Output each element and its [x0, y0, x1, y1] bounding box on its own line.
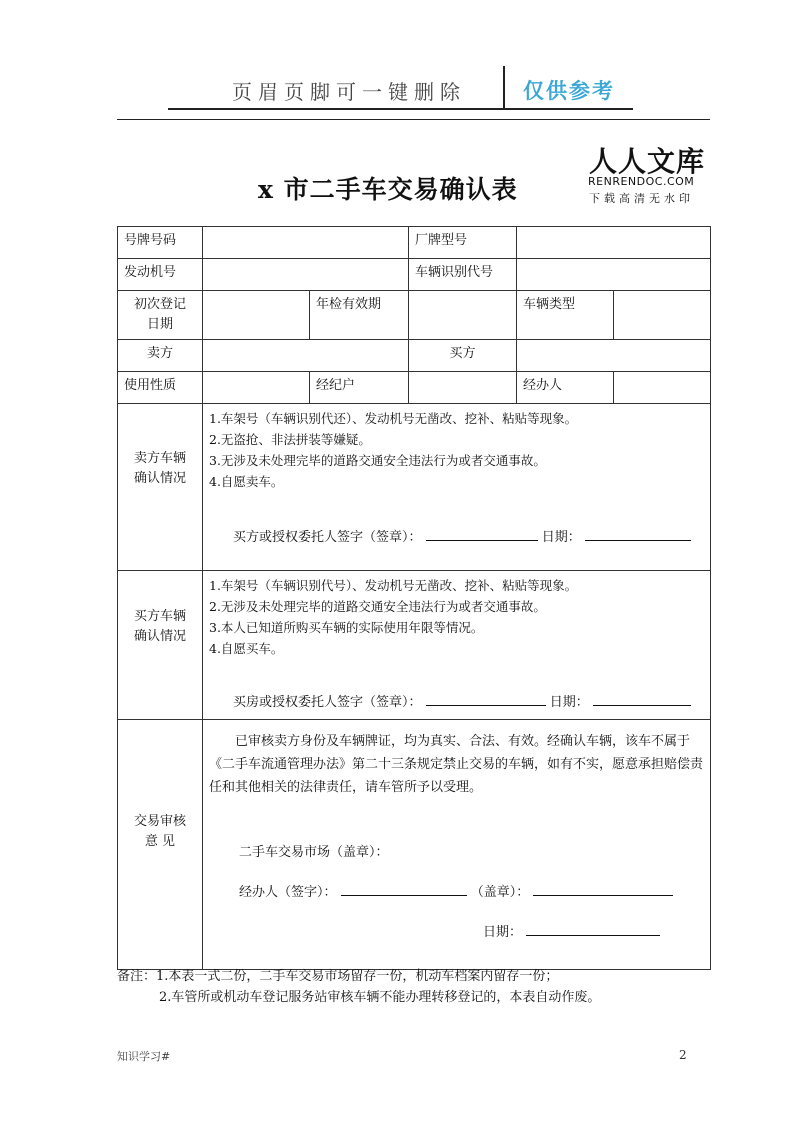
seller-confirmation-content — [203, 404, 711, 571]
label-line: 确认情况 — [133, 471, 186, 486]
logo-text: 人人文库 — [589, 145, 706, 178]
brand-model-label: 厂牌型号 — [409, 227, 517, 259]
table-row — [118, 340, 711, 372]
vehicle-type-label: 车辆类型 — [517, 291, 614, 340]
logo-tagline: 下载高清无水印 — [589, 192, 694, 205]
inspection-validity-label: 年检有效期 — [310, 291, 409, 340]
list-item: 4.自愿卖车。 — [209, 474, 284, 489]
buyer-field[interactable] — [517, 340, 711, 372]
seller-label: 卖方 — [118, 340, 203, 372]
market-seal-line — [209, 843, 704, 863]
label-line: 买方车辆 — [133, 609, 186, 624]
label-line: 交易审核 — [133, 813, 186, 829]
audit-opinion-row — [118, 720, 711, 970]
list-item: 1.车架号（车辆识别代号）、发动机号无凿改、挖补、粘贴等现象。 — [209, 578, 578, 593]
table-row — [118, 291, 711, 340]
header-note: 页眉页脚可一键删除 — [232, 80, 466, 104]
signature-field[interactable] — [426, 526, 538, 541]
seller-confirmation-label — [118, 404, 203, 571]
list-item: 4.自愿买车。 — [209, 641, 284, 656]
list-item: 3.无涉及未处理完毕的道路交通安全违法行为或者交通事故。 — [209, 453, 546, 468]
buyer-label: 买方 — [409, 340, 517, 372]
table-row — [118, 372, 711, 404]
date-label: 日期： — [541, 530, 581, 545]
remarks — [117, 966, 600, 1008]
list-item: 2.无涉及未处理完毕的道路交通安全违法行为或者交通事故。 — [209, 599, 546, 614]
usage-nature-label: 使用性质 — [118, 372, 203, 404]
first-registration-date-label — [118, 291, 203, 340]
handler-field[interactable] — [614, 372, 711, 404]
seller-confirmation-row — [118, 404, 711, 571]
brand-model-field[interactable] — [517, 227, 711, 259]
vehicle-type-field[interactable] — [614, 291, 711, 340]
buyer-confirmation-label — [118, 571, 203, 720]
date-field[interactable] — [593, 691, 691, 706]
handler-signature-line — [209, 881, 704, 903]
list-item: 2.无盗抢、非法拼装等嫌疑。 — [209, 432, 371, 447]
signature-field[interactable] — [426, 691, 546, 706]
footer-text: 知识学习# — [117, 1050, 171, 1063]
audit-statement: 已审核卖方身份及车辆牌证，均为真实、合法、有效。经确认车辆，该车不属于《二手车流通管理办法》第二十三条规定禁止交易的车辆，如有不实，愿意承担赔偿责任和其他相关的法律责任，请车管所予以受理。 — [209, 734, 704, 795]
document-title: x 市二手车交易确认表 — [258, 175, 518, 204]
label-line: 初次登记 — [133, 297, 186, 312]
handler-signature-field[interactable] — [341, 881, 467, 896]
seal-label: （盖章）： — [470, 885, 530, 900]
broker-field[interactable] — [409, 372, 517, 404]
buyer-confirmation-content — [203, 571, 711, 720]
label-line: 日期 — [146, 317, 173, 332]
date-label: 日期： — [483, 925, 523, 940]
market-seal-label: 二手车交易市场（盖章）： — [239, 845, 389, 860]
audit-date-line — [209, 921, 704, 943]
seal-field[interactable] — [533, 881, 673, 896]
inspection-validity-field[interactable] — [409, 291, 517, 340]
page-number: 2 — [679, 1048, 687, 1062]
header-underline-right — [503, 108, 633, 110]
seller-field[interactable] — [203, 340, 409, 372]
first-registration-date-field[interactable] — [203, 291, 310, 340]
label-line: 卖方车辆 — [133, 451, 186, 466]
date-label: 日期： — [549, 695, 589, 710]
broker-label: 经纪户 — [310, 372, 409, 404]
buyer-signature-line — [209, 691, 704, 713]
logo-domain: RENRENDOC.COM — [588, 175, 695, 188]
signature-label: 买房或授权委托人签字（签章）： — [233, 695, 422, 710]
label-line: 意 见 — [144, 833, 176, 849]
header-divider — [503, 66, 505, 110]
page-header-rule — [117, 119, 710, 120]
audit-opinion-label — [118, 720, 203, 970]
table-row — [118, 259, 711, 291]
engine-number-label: 发动机号 — [118, 259, 203, 291]
date-field[interactable] — [585, 526, 691, 541]
list-item: 3.本人已知道所购买车辆的实际使用年限等情况。 — [209, 620, 484, 635]
label-line: 确认情况 — [133, 629, 186, 644]
plate-number-field[interactable] — [203, 227, 409, 259]
signature-label: 买方或授权委托人签字（签章）： — [233, 530, 422, 545]
usage-nature-field[interactable] — [203, 372, 310, 404]
buyer-confirmation-row — [118, 571, 711, 720]
handler-label: 经办人 — [517, 372, 614, 404]
vin-field[interactable] — [517, 259, 711, 291]
transaction-form-table — [117, 226, 711, 970]
table-row — [118, 227, 711, 259]
engine-number-field[interactable] — [203, 259, 409, 291]
header-underline — [168, 108, 503, 110]
remark-line: 2.车管所或机动车登记服务站审核车辆不能办理转移登记的，本表自动作废。 — [159, 990, 601, 1005]
plate-number-label: 号牌号码 — [118, 227, 203, 259]
seller-signature-line — [209, 526, 704, 548]
audit-opinion-content — [203, 720, 711, 970]
handler-signature-label: 经办人（签字）： — [239, 885, 337, 900]
header-reference-only: 仅供参考 — [523, 79, 615, 103]
list-item: 1.车架号（车辆识别代还）、发动机号无凿改、挖补、粘贴等现象。 — [209, 411, 578, 426]
date-field[interactable] — [526, 921, 660, 936]
vin-label: 车辆识别代号 — [409, 259, 517, 291]
remark-line: 备注：1.本表一式二份，二手车交易市场留存一份，机动车档案内留存一份； — [117, 969, 559, 984]
